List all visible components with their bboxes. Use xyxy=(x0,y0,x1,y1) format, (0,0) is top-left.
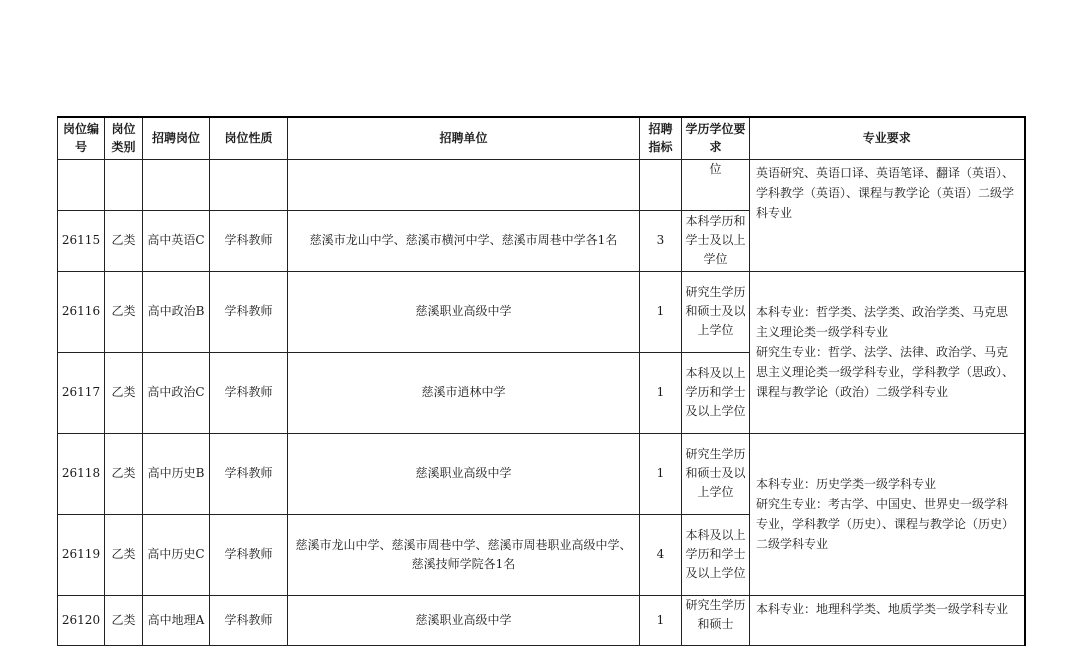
cell-position xyxy=(143,159,210,210)
cell-unit: 慈溪职业高级中学 xyxy=(288,271,640,352)
cell-id: 26116 xyxy=(58,271,105,352)
cell-unit: 慈溪职业高级中学 xyxy=(288,595,640,645)
cell-education: 研究生学历和硕士 xyxy=(682,595,750,645)
cell-major-history: 本科专业：历史学类一级学科专业 研究生专业：考古学、中国史、世界史一级学科专业，学科教学（历史）、课程与教学论（历史）二级学科专业 xyxy=(750,433,1025,595)
cell-education: 研究生学历和硕士及以上学位 xyxy=(682,433,750,514)
header-position: 招聘岗位 xyxy=(143,117,210,159)
cell-position: 高中英语C xyxy=(143,210,210,271)
cell-nature: 学科教师 xyxy=(210,514,288,595)
cell-category: 乙类 xyxy=(105,210,143,271)
cell-nature: 学科教师 xyxy=(210,271,288,352)
cell-id: 26120 xyxy=(58,595,105,645)
cell-category: 乙类 xyxy=(105,352,143,433)
cell-quota xyxy=(640,159,682,210)
table-row xyxy=(58,159,1025,210)
header-unit: 招聘单位 xyxy=(288,117,640,159)
cell-unit xyxy=(288,159,640,210)
header-education: 学历学位要求 xyxy=(682,117,750,159)
recruitment-table xyxy=(57,116,1026,646)
cell-quota: 3 xyxy=(640,210,682,271)
cell-unit: 慈溪职业高级中学 xyxy=(288,433,640,514)
table-row xyxy=(58,271,1025,352)
table-row xyxy=(58,433,1025,514)
cell-category: 乙类 xyxy=(105,595,143,645)
cell-nature xyxy=(210,159,288,210)
header-id: 岗位编号 xyxy=(58,117,105,159)
cell-education: 本科学历和学士及以上学位 xyxy=(682,210,750,271)
cell-position: 高中历史C xyxy=(143,514,210,595)
cell-unit: 慈溪市逍林中学 xyxy=(288,352,640,433)
header-category: 岗位类别 xyxy=(105,117,143,159)
cell-major-geography: 本科专业：地理科学类、地质学类一级学科专业 xyxy=(750,595,1025,645)
cell-quota: 1 xyxy=(640,271,682,352)
cell-quota: 1 xyxy=(640,352,682,433)
cell-nature: 学科教师 xyxy=(210,210,288,271)
cell-id: 26117 xyxy=(58,352,105,433)
header-quota: 招聘指标 xyxy=(640,117,682,159)
cell-id: 26119 xyxy=(58,514,105,595)
cell-quota: 1 xyxy=(640,595,682,645)
cell-quota: 1 xyxy=(640,433,682,514)
cell-category: 乙类 xyxy=(105,514,143,595)
cell-education: 研究生学历和硕士及以上学位 xyxy=(682,271,750,352)
cell-education: 位 xyxy=(682,159,750,210)
cell-nature: 学科教师 xyxy=(210,433,288,514)
cell-nature: 学科教师 xyxy=(210,352,288,433)
cell-unit: 慈溪市龙山中学、慈溪市横河中学、慈溪市周巷中学各1名 xyxy=(288,210,640,271)
cell-category: 乙类 xyxy=(105,271,143,352)
cell-major-english: 英语研究、英语口译、英语笔译、翻译（英语）、学科教学（英语）、课程与教学论（英语）二级学科专业 xyxy=(750,159,1025,271)
cell-id: 26115 xyxy=(58,210,105,271)
cell-id: 26118 xyxy=(58,433,105,514)
cell-nature: 学科教师 xyxy=(210,595,288,645)
cell-position: 高中历史B xyxy=(143,433,210,514)
cell-category xyxy=(105,159,143,210)
cell-education: 本科及以上学历和学士及以上学位 xyxy=(682,514,750,595)
cell-position: 高中政治B xyxy=(143,271,210,352)
cell-position: 高中政治C xyxy=(143,352,210,433)
cell-major-politics: 本科专业：哲学类、法学类、政治学类、马克思主义理论类一级学科专业 研究生专业：哲学、法学、法律、政治学、马克思主义理论类一级学科专业，学科教学（思政）、课程与教学论（政治）二级学科专业 xyxy=(750,271,1025,433)
cell-category: 乙类 xyxy=(105,433,143,514)
cell-education: 本科及以上学历和学士及以上学位 xyxy=(682,352,750,433)
cell-id xyxy=(58,159,105,210)
cell-unit: 慈溪市龙山中学、慈溪市周巷中学、慈溪市周巷职业高级中学、慈溪技师学院各1名 xyxy=(288,514,640,595)
table-row xyxy=(58,595,1025,645)
header-nature: 岗位性质 xyxy=(210,117,288,159)
header-row xyxy=(58,117,1025,159)
cell-position: 高中地理A xyxy=(143,595,210,645)
header-major: 专业要求 xyxy=(750,117,1025,159)
cell-quota: 4 xyxy=(640,514,682,595)
